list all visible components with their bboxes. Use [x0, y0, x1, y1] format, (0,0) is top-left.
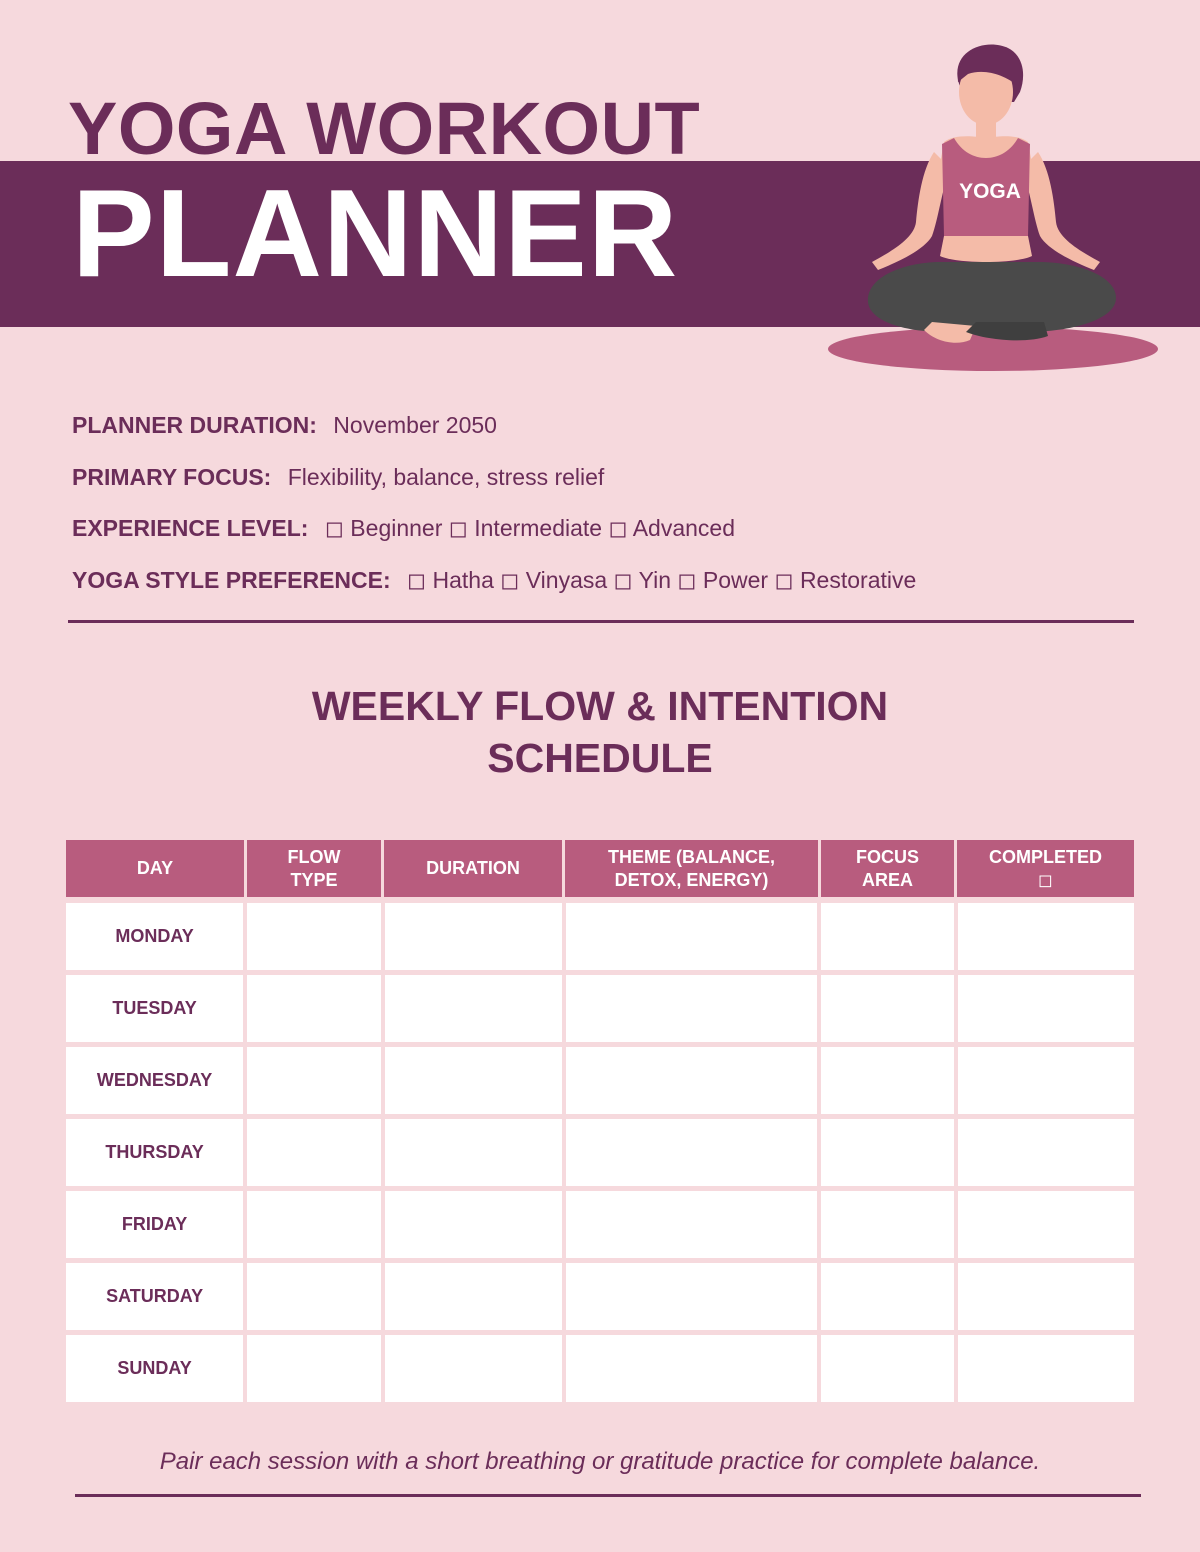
- table-row: [66, 1263, 1134, 1330]
- completed-cell[interactable]: [958, 1047, 1134, 1114]
- table-row: [66, 1191, 1134, 1258]
- focus-area-cell[interactable]: [821, 1191, 953, 1258]
- col-header-day: DAY: [66, 840, 244, 897]
- theme-cell[interactable]: [566, 1191, 818, 1258]
- divider: [68, 620, 1134, 623]
- title-main: PLANNER: [72, 165, 679, 303]
- info-planner-duration: [72, 412, 1132, 464]
- focus-area-cell[interactable]: [821, 903, 953, 970]
- duration-cell[interactable]: [385, 975, 562, 1042]
- planner-info: [72, 412, 1132, 618]
- day-cell: WEDNESDAY: [66, 1047, 243, 1114]
- info-experience-level: [72, 515, 1132, 567]
- table-row: [66, 975, 1134, 1042]
- theme-cell[interactable]: [566, 975, 818, 1042]
- shirt-text: YOGA: [959, 180, 1021, 203]
- info-label: PRIMARY FOCUS:: [72, 463, 272, 490]
- theme-cell[interactable]: [566, 1263, 818, 1330]
- title-top: YOGA WORKOUT: [68, 87, 701, 170]
- day-cell: SUNDAY: [66, 1335, 243, 1402]
- info-primary-focus: [72, 464, 1132, 516]
- focus-area-cell[interactable]: [821, 1047, 953, 1114]
- duration-cell[interactable]: [385, 1119, 562, 1186]
- completed-cell[interactable]: [958, 1119, 1134, 1186]
- col-header-duration: DURATION: [384, 840, 562, 897]
- day-cell: MONDAY: [66, 903, 243, 970]
- focus-area-cell[interactable]: [821, 1263, 953, 1330]
- duration-cell[interactable]: [385, 1335, 562, 1402]
- focus-area-cell[interactable]: [821, 1119, 953, 1186]
- col-header-focus-area: FOCUS AREA: [821, 840, 954, 897]
- focus-area-cell[interactable]: [821, 1335, 953, 1402]
- col-header-theme: THEME (BALANCE, DETOX, ENERGY): [565, 840, 818, 897]
- flow-type-cell[interactable]: [247, 1263, 380, 1330]
- info-value[interactable]: Flexibility, balance, stress relief: [287, 463, 605, 490]
- table-row: [66, 903, 1134, 970]
- duration-cell[interactable]: [385, 1047, 562, 1114]
- flow-type-cell[interactable]: [247, 1119, 380, 1186]
- day-cell: TUESDAY: [66, 975, 243, 1042]
- weekly-schedule-table: [66, 840, 1134, 1402]
- table-header: [66, 840, 1134, 897]
- theme-cell[interactable]: [566, 1047, 818, 1114]
- info-value[interactable]: November 2050: [333, 412, 497, 438]
- duration-cell[interactable]: [385, 1191, 562, 1258]
- col-header-completed: COMPLETED ◻: [957, 840, 1134, 897]
- info-label: PLANNER DURATION:: [72, 412, 317, 438]
- info-yoga-style: [72, 567, 1132, 619]
- completed-cell[interactable]: [958, 1191, 1134, 1258]
- flow-type-cell[interactable]: [247, 1191, 380, 1258]
- section-title: [0, 680, 1200, 784]
- flow-type-cell[interactable]: [247, 903, 380, 970]
- theme-cell[interactable]: [566, 903, 818, 970]
- day-cell: FRIDAY: [66, 1191, 243, 1258]
- completed-cell[interactable]: [958, 903, 1134, 970]
- info-label: YOGA STYLE PREFERENCE:: [72, 566, 391, 593]
- experience-level-checkboxes[interactable]: ◻ Beginner ◻ Intermediate ◻ Advanced: [324, 515, 735, 541]
- completed-cell[interactable]: [958, 975, 1134, 1042]
- completed-cell[interactable]: [958, 1263, 1134, 1330]
- info-label: EXPERIENCE LEVEL:: [72, 515, 309, 541]
- table-row: [66, 1119, 1134, 1186]
- flow-type-cell[interactable]: [247, 1335, 380, 1402]
- flow-type-cell[interactable]: [247, 1047, 380, 1114]
- section-title-line1: WEEKLY FLOW & INTENTION: [311, 683, 889, 729]
- table-row: [66, 1047, 1134, 1114]
- yoga-style-checkboxes[interactable]: ◻ Hatha ◻ Vinyasa ◻ Yin ◻ Power ◻ Restorative: [407, 566, 917, 593]
- col-header-flow-type: FLOW TYPE: [247, 840, 381, 897]
- duration-cell[interactable]: [385, 903, 562, 970]
- completed-cell[interactable]: [958, 1335, 1134, 1402]
- table-row: [66, 1335, 1134, 1402]
- theme-cell[interactable]: [566, 1335, 818, 1402]
- yoga-figure-illustration: [826, 40, 1162, 376]
- day-cell: SATURDAY: [66, 1263, 243, 1330]
- flow-type-cell[interactable]: [247, 975, 380, 1042]
- duration-cell[interactable]: [385, 1263, 562, 1330]
- focus-area-cell[interactable]: [821, 975, 953, 1042]
- divider-bottom: [75, 1494, 1141, 1497]
- footer-note: Pair each session with a short breathing or gratitude practice for complete balance.: [159, 1448, 1041, 1475]
- day-cell: THURSDAY: [66, 1119, 243, 1186]
- section-title-line2: SCHEDULE: [487, 735, 713, 781]
- theme-cell[interactable]: [566, 1119, 818, 1186]
